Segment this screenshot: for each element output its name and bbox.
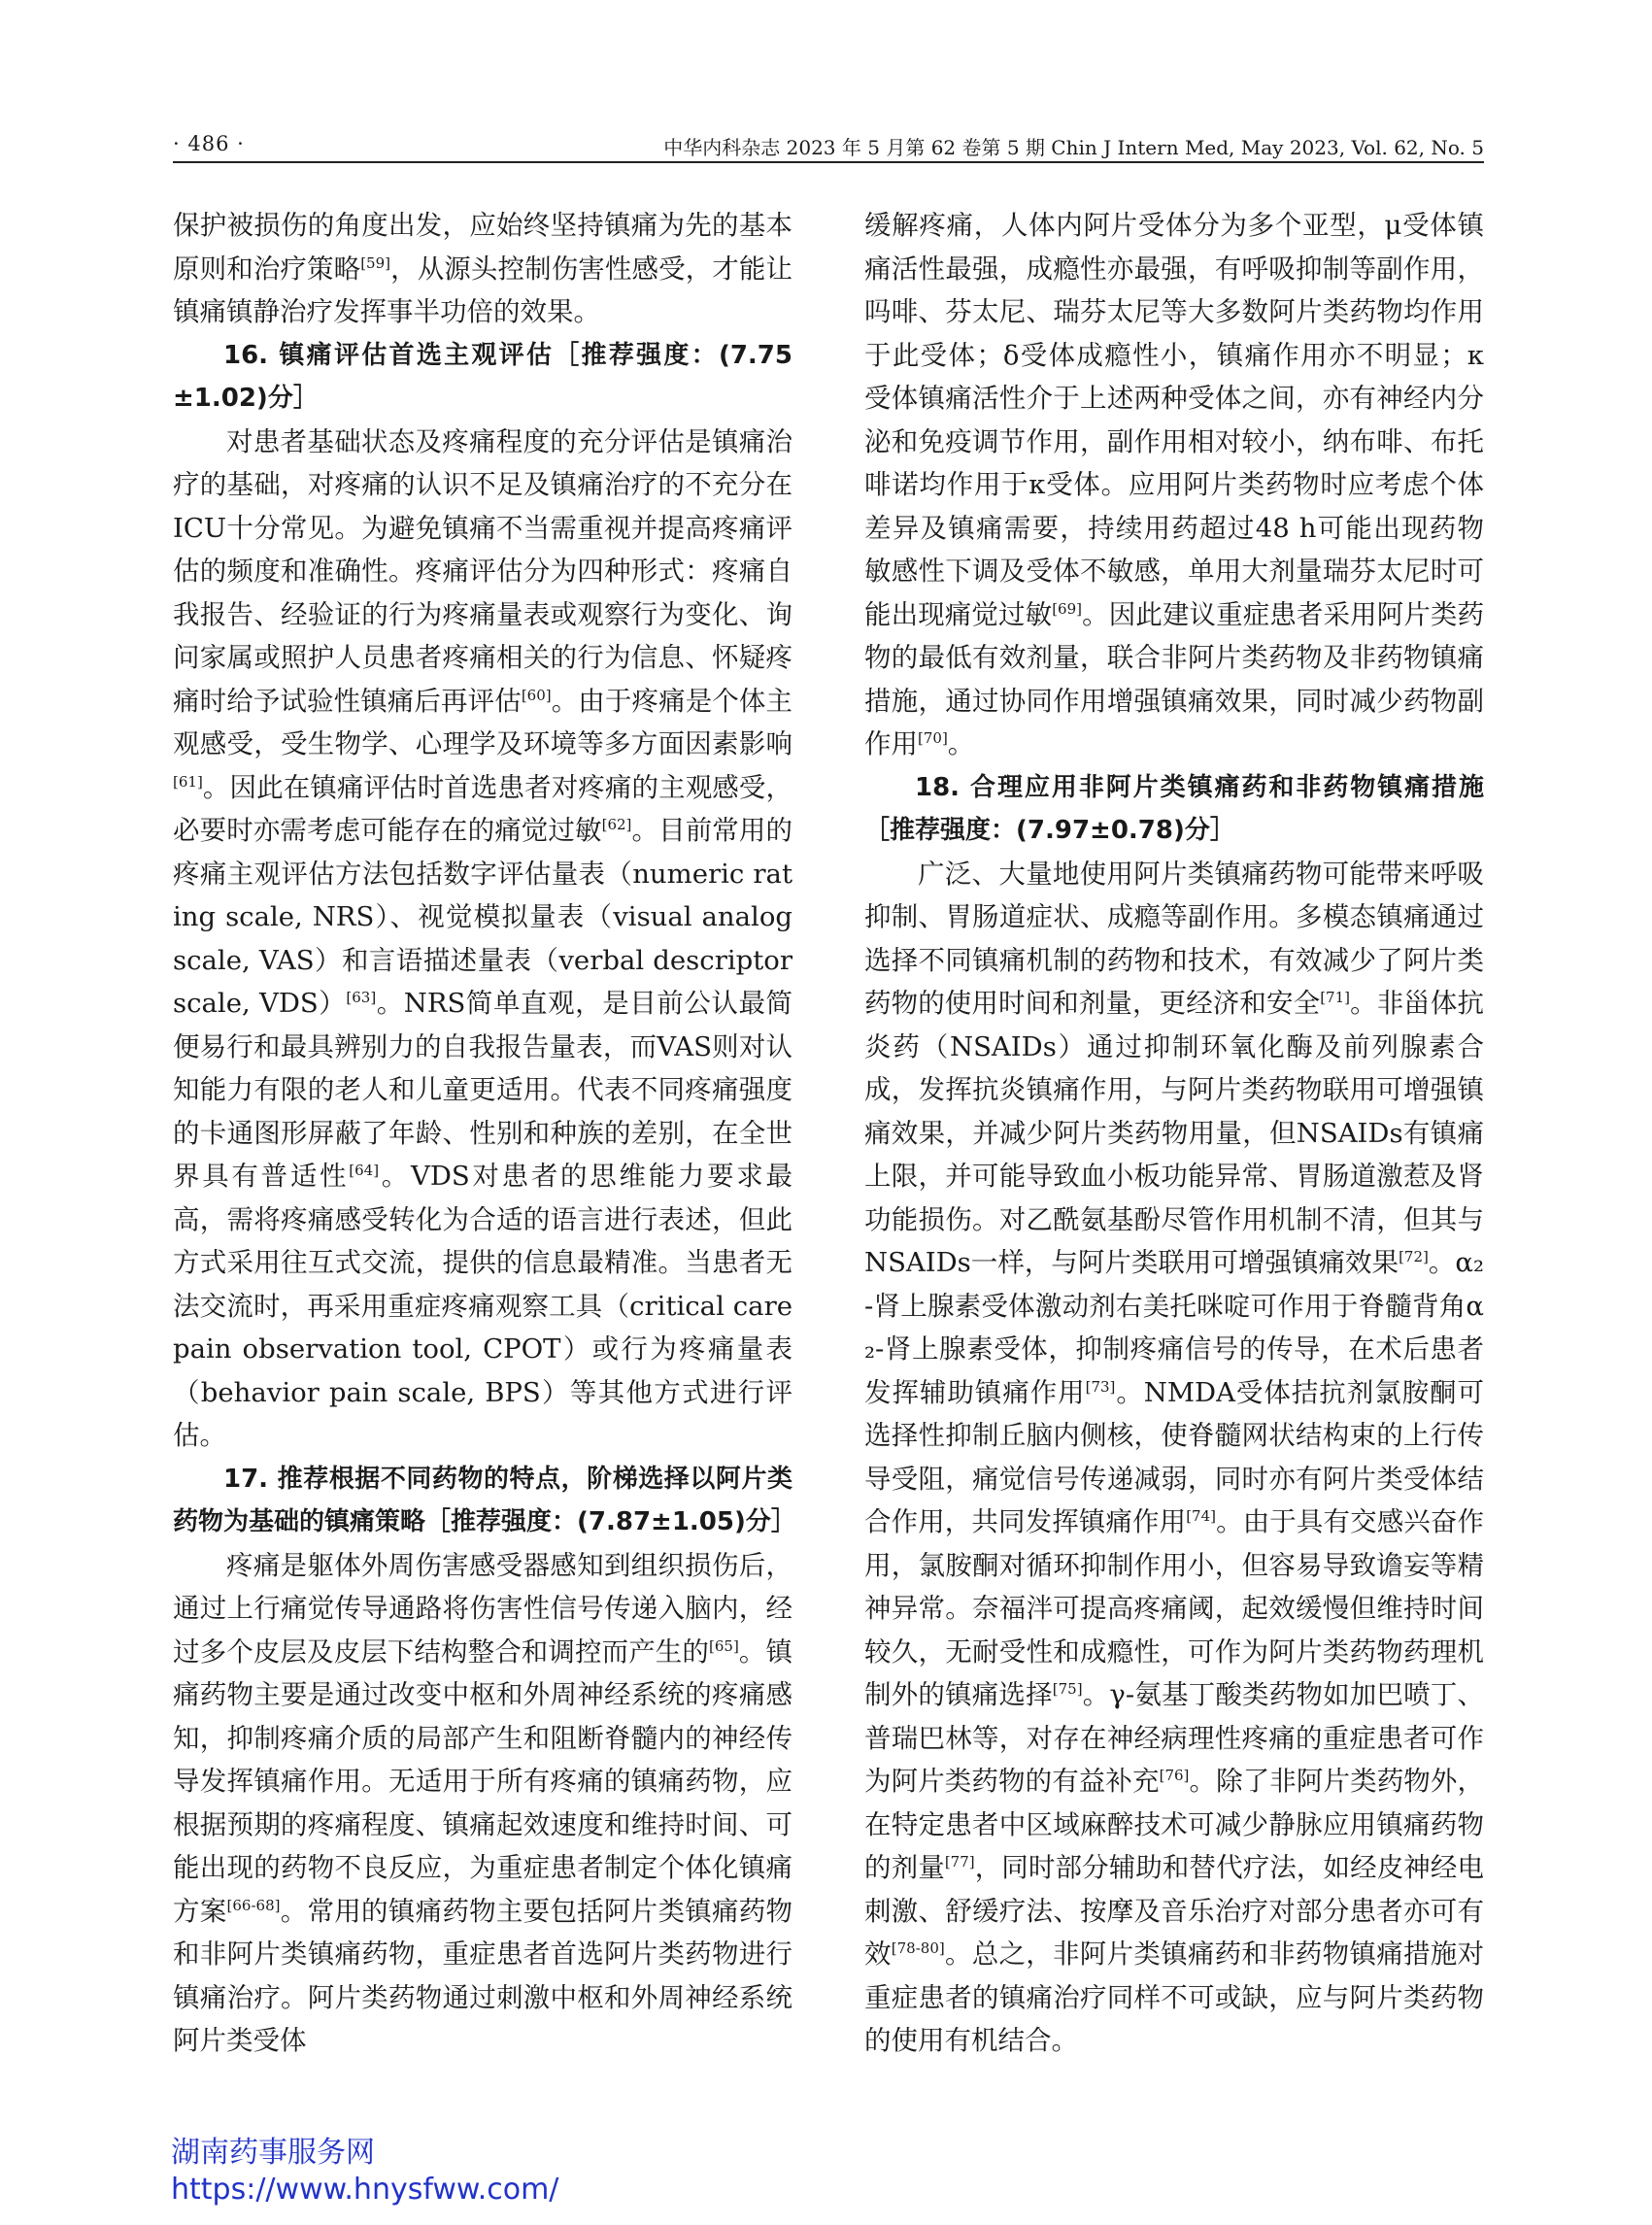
citation: [62]	[601, 815, 632, 833]
page-number: · 486 ·	[173, 132, 245, 155]
citation: [59]	[360, 253, 390, 272]
citation: [66-68]	[226, 1896, 281, 1914]
header-rule	[173, 161, 1484, 163]
watermark-site-name: 湖南药事服务网	[171, 2136, 375, 2170]
citation: [61]	[173, 772, 203, 791]
paragraph-continuation: 保护被损伤的角度出发，应始终坚持镇痛为先的基本原则和治疗策略[59]，从源头控制伤害性感受，才能让镇痛镇静治疗发挥事半功倍的效果。	[173, 210, 793, 327]
citation: [73]	[1085, 1377, 1116, 1396]
citation: [74]	[1186, 1506, 1216, 1525]
citation: [65]	[709, 1636, 739, 1655]
paragraph-17-continued: 缓解疼痛，人体内阿片受体分为多个亚型，μ受体镇痛活性最强，成瘾性亦最强，有呼吸抑制等副作用，吗啡、芬太尼、瑞芬太尼等大多数阿片类药物均作用于此受体；δ受体成瘾性小，镇痛作用亦不明显；κ受体镇痛活性介于上述两种受体之间，亦有神经内分泌和免疫调节作用，副作用相对较小，纳布啡、布托啡诺均作用于κ受体。应用阿片类药物时应考虑个体差异及镇痛需要，持续用药超过48 h可能出现药物敏感性下调及受体不敏感，单用大剂量瑞芬太尼时可能出现痛觉过敏[69]。因此建议重症患者采用阿片类药物的最低有效剂量，联合非阿片类药物及非药物镇痛措施，通过协同作用增强镇痛效果，同时减少药物副作用[70]。	[864, 210, 1485, 759]
right-column	[864, 204, 1484, 2063]
citation: [76]	[1159, 1766, 1190, 1784]
journal-citation: 中华内科杂志 2023 年 5 月第 62 卷第 5 期 Chin J Intern Med, May 2023, Vol. 62, No. 5	[663, 136, 1484, 159]
section-heading-16: 16. 镇痛评估首选主观评估［推荐强度：(7.75±1.02)分］	[173, 340, 792, 413]
section-heading-18: 18. 合理应用非阿片类镇痛药和非药物镇痛措施［推荐强度：(7.97±0.78)分］	[864, 772, 1484, 845]
left-column	[173, 204, 796, 2063]
paragraph-16: 对患者基础状态及疼痛程度的充分评估是镇痛治疗的基础，对疼痛的认识不足及镇痛治疗的不充分在ICU十分常见。为避免镇痛不当需重视并提高疼痛评估的频度和准确性。疼痛评估分为四种形式：疼痛自我报告、经验证的行为疼痛量表或观察行为变化、询问家属或照护人员患者疼痛相关的行为信息、怀疑疼痛时给予试验性镇痛后再评估[60]。由于疼痛是个体主观感受，受生物学、心理学及环境等多方面因素影响[61]。因此在镇痛评估时首选患者对疼痛的主观感受，必要时亦需考虑可能存在的痛觉过敏[62]。目前常用的疼痛主观评估方法包括数字评估量表（numeric rating scale, NRS）、视觉模拟量表（visual analog scale, VAS）和言语描述量表（verbal descriptor scale, VDS）[63]。NRS简单直观，是目前公认最简便易行和最具辨别力的自我报告量表，而VAS则对认知能力有限的老人和儿童更适用。代表不同疼痛强度的卡通图形屏蔽了年龄、性别和种族的差别，在全世界具有普适性[64]。VDS对患者的思维能力要求最高，需将疼痛感受转化为合适的语言进行表述，但此方式采用往互式交流，提供的信息最精准。当患者无法交流时，再采用重症疼痛观察工具（critical care pain observation tool, CPOT）或行为疼痛量表（behavior pain scale, BPS）等其他方式进行评估。	[173, 425, 793, 1451]
citation: [63]	[346, 988, 377, 1006]
section-heading-17: 17. 推荐根据不同药物的特点，阶梯选择以阿片类药物为基础的镇痛策略［推荐强度：(7.87±1.05)分］	[173, 1464, 796, 1536]
citation: [60]	[521, 686, 552, 704]
citation: [69]	[1052, 599, 1082, 618]
paragraph-18: 广泛、大量地使用阿片类镇痛药物可能带来呼吸抑制、胃肠道症状、成瘾等副作用。多模态镇痛通过选择不同镇痛机制的药物和技术，有效减少了阿片类药物的使用时间和剂量，更经济和安全[71]。非甾体抗炎药（NSAIDs）通过抑制环氧化酶及前列腺素合成，发挥抗炎镇痛作用，与阿片类药物联用可增强镇痛效果，并减少阿片类药物用量，但NSAIDs有镇痛上限，并可能导致血小板功能异常、胃肠道激惹及肾功能损伤。对乙酰氨基酚尽管作用机制不清，但其与NSAIDs一样，与阿片类联用可增强镇痛效果[72]。α₂-肾上腺素受体激动剂右美托咪啶可作用于脊髓背角α₂-肾上腺素受体，抑制疼痛信号的传导，在术后患者发挥辅助镇痛作用[73]。NMDA受体拮抗剂氯胺酮可选择性抑制丘脑内侧核，使脊髓网状结构束的上行传导受阻，痛觉信号传递减弱，同时亦有阿片类受体结合作用，共同发挥镇痛作用[74]。由于具有交感兴奋作用，氯胺酮对循环抑制作用小，但容易导致谵妄等精神异常。奈福泮可提高疼痛阈，起效缓慢但维持时间较久，无耐受性和成瘾性，可作为阿片类药物药理机制外的镇痛选择[75]。γ-氨基丁酸类药物如加巴喷丁、普瑞巴林等，对存在神经病理性疼痛的重症患者可作为阿片类药物的有益补充[76]。除了非阿片类药物外，在特定患者中区域麻醉技术可减少静脉应用镇痛药物的剂量[77]，同时部分辅助和替代疗法，如经皮神经电刺激、舒缓疗法、按摩及音乐治疗对部分患者亦可有效[78-80]。总之，非阿片类镇痛药和非药物镇痛措施对重症患者的镇痛治疗同样不可或缺，应与阿片类药物的使用有机结合。	[864, 858, 1485, 2056]
citation: [77]	[944, 1852, 975, 1871]
paragraph-17: 疼痛是躯体外周伤害感受器感知到组织损伤后，通过上行痛觉传导通路将伤害性信号传递入脑内，经过多个皮层及皮层下结构整合和调控而产生的[65]。镇痛药物主要是通过改变中枢和外周神经系统的疼痛感知，抑制疼痛介质的局部产生和阻断脊髓内的神经传导发挥镇痛作用。无适用于所有疼痛的镇痛药物，应根据预期的疼痛程度、镇痛起效速度和维持时间、可能出现的药物不良反应，为重症患者制定个体化镇痛方案[66-68]。常用的镇痛药物主要包括阿片类镇痛药物和非阿片类镇痛药物，重症患者首选阿片类药物进行镇痛治疗。阿片类药物通过刺激中枢和外周神经系统阿片类受体	[173, 1549, 793, 2056]
citation: [71]	[1320, 988, 1350, 1006]
citation: [70]	[918, 728, 948, 747]
watermark	[171, 2135, 558, 2208]
citation: [72]	[1399, 1247, 1429, 1265]
citation: [64]	[349, 1161, 380, 1179]
watermark-url[interactable]: https://www.hnysfww.com/	[171, 2173, 559, 2207]
citation: [78-80]	[891, 1938, 945, 1957]
page-header	[173, 126, 1484, 161]
citation: [75]	[1052, 1679, 1083, 1698]
